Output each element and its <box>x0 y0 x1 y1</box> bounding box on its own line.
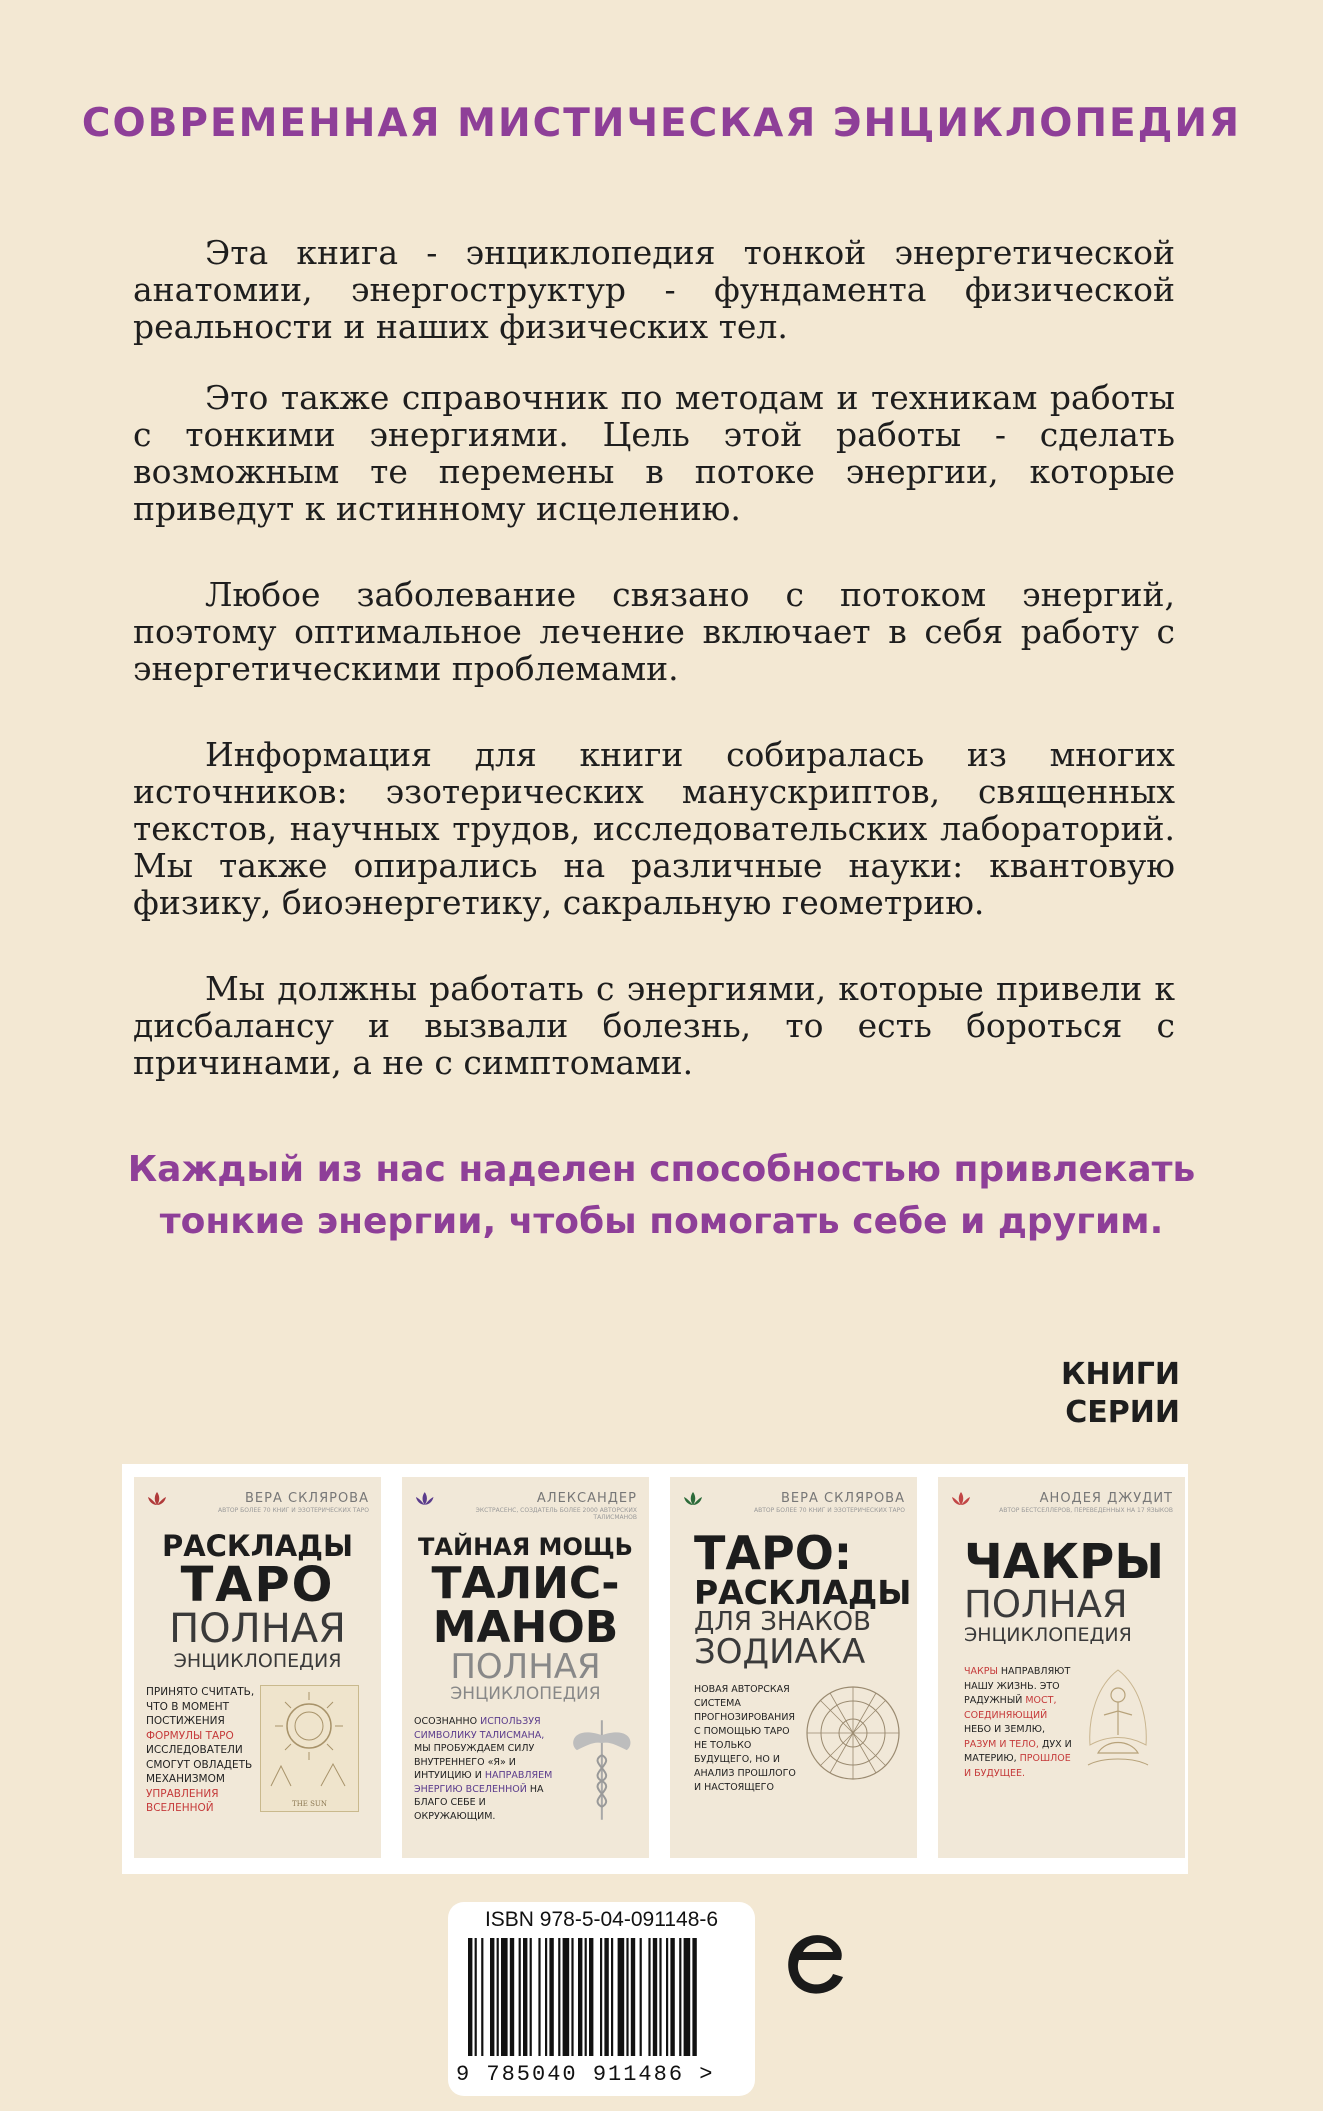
book-author-subtitle: АВТОР БОЛЕЕ 70 КНИГ И ЭЗОТЕРИЧЕСКИХ ТАРО <box>217 1507 369 1514</box>
book-title-line: ПОЛНАЯ <box>169 1606 346 1652</box>
barcode-bar <box>618 1938 625 2056</box>
book-author: ВЕРА СКЛЯРОВА <box>245 1491 369 1506</box>
lotus-icon <box>682 1491 704 1507</box>
barcode-bar <box>475 1938 477 2056</box>
caduceus-icon <box>567 1715 637 1825</box>
book-cover-tarot-zodiac[interactable] <box>670 1477 917 1858</box>
lotus-icon <box>414 1491 435 1507</box>
blurb-text: ДУХ И МАТЕРИЮ, <box>964 1738 1072 1764</box>
barcode-bar <box>648 1938 650 2056</box>
book-author-subtitle: АВТОР БОЛЕЕ 70 КНИГ И ЭЗОТЕРИЧЕСКИХ ТАРО <box>753 1507 905 1514</box>
blurb-highlight: ПРОШЛОЕ И БУДУЩЕЕ. <box>964 1753 1071 1779</box>
book-blurb <box>146 1685 256 1816</box>
barcode-bar <box>523 1938 527 2056</box>
description-block <box>133 234 1175 1081</box>
barcode-bar <box>631 1938 635 2056</box>
paragraph-5: Мы должны работать с энергиями, которые привели к дисбалансу и вызвали болезнь, то есть бороться с причинами, а не с симптомами. <box>133 969 1175 1082</box>
book-blurb <box>414 1715 563 1825</box>
blurb-highlight: РАЗУМ И ТЕЛО, <box>964 1738 1039 1750</box>
book-title-line: ЭНЦИКЛОПЕДИЯ <box>173 1650 342 1672</box>
book-title-line: ДЛЯ ЗНАКОВ <box>694 1607 871 1637</box>
barcode-bar <box>578 1938 582 2056</box>
barcode-bar <box>490 1938 494 2056</box>
paragraph-3: Любое заболевание связано с потоком энергий, поэтому оптимальное лечение включает в себя работу с энергетическими проблемами. <box>133 575 1175 688</box>
barcode-bar <box>549 1938 553 2056</box>
publisher-logo-icon <box>783 1930 847 1998</box>
book-cover-chakras[interactable] <box>938 1477 1185 1858</box>
barcode-bar <box>640 1938 642 2056</box>
quote-line-2: тонкие энергии, чтобы помогать себе и другим. <box>159 1201 1164 1242</box>
barcode-bar <box>563 1938 570 2056</box>
barcode-digits: 9 785040 911486 > <box>456 2062 715 2087</box>
book-cover-tarot-spreads[interactable] <box>134 1477 381 1858</box>
isbn-text: ISBN 978-5-04-091148-6 <box>484 1908 719 1931</box>
lotus-icon <box>950 1491 972 1507</box>
sun-icon <box>261 1686 358 1796</box>
barcode-bar <box>666 1938 668 2056</box>
barcode-bar <box>558 1938 560 2056</box>
blurb-text: НА БЛАГО СЕБЕ И ОКРУЖАЮЩИМ. <box>414 1783 544 1822</box>
blurb-highlight: ЧАКРЫ <box>964 1666 998 1677</box>
book-title-line: ТАРО: <box>694 1526 853 1580</box>
blurb-text: МЫ ПРОБУЖДАЕМ СИЛУ ВНУТРЕННЕГО «Я» И ИНТУИЦИЮ И <box>414 1743 535 1781</box>
barcode-bar <box>589 1938 593 2056</box>
book-cover-talismans[interactable] <box>402 1477 649 1858</box>
blurb-text: НАПРАВЛЯЮТ НАШУ ЖИЗНЬ. ЭТО РАДУЖНЫЙ <box>964 1666 1071 1706</box>
book-blurb: НОВАЯ АВТОРСКАЯ СИСТЕМА ПРОГНОЗИРОВАНИЯ С ПОМОЩЬЮ ТАРО НЕ ТОЛЬКО БУДУЩЕГО, НО И АНАЛИЗ ПРОШЛОГО И НАСТОЯЩЕГО <box>694 1684 796 1793</box>
barcode-bar <box>626 1938 628 2056</box>
book-blurb <box>964 1665 1074 1785</box>
barcode-bar <box>611 1938 613 2056</box>
barcode-bar <box>519 1938 521 2056</box>
book-author-subtitle: ЭКСТРАСЕНС, СОЗДАТЕЛЬ БОЛЕЕ 2000 АВТОРСКИХ ТАЛИСМАНОВ <box>475 1507 637 1521</box>
blurb-text: ПРИНЯТО СЧИТАТЬ, ЧТО В МОМЕНТ ПОСТИЖЕНИЯ <box>146 1686 255 1727</box>
book-author: ВЕРА СКЛЯРОВА <box>781 1491 905 1506</box>
book-title-line: ПОЛНАЯ <box>450 1647 601 1687</box>
book-title-line: ТАЙНАЯ МОЩЬ <box>418 1533 633 1561</box>
series-books-label-line-2: СЕРИИ <box>1065 1395 1180 1430</box>
quote-line-1: Каждый из нас наделен способностью привлекать <box>127 1149 1196 1190</box>
barcode-bar <box>692 1938 696 2056</box>
barcode-bar <box>600 1938 602 2056</box>
blurb-highlight: ФОРМУЛЫ ТАРО <box>146 1729 234 1742</box>
card-caption: THE SUN <box>292 1800 327 1808</box>
barcode-bar <box>468 1938 472 2056</box>
blurb-highlight: НАПРАВЛЯЕМ ЭНЕРГИЮ ВСЕЛЕННОЙ <box>414 1770 553 1795</box>
barcode-icon <box>460 1938 747 2058</box>
blurb-highlight: УПРАВЛЕНИЯ ВСЕЛЕННОЙ <box>146 1787 219 1814</box>
paragraph-1: Эта книга - энциклопедия тонкой энергетической анатомии, энергоструктур - фундамента физической реальности и наших физических тел. <box>133 233 1175 346</box>
barcode-bar <box>585 1938 587 2056</box>
barcode-bar <box>538 1938 540 2056</box>
series-books-label-line-1: КНИГИ <box>1061 1357 1180 1392</box>
book-title-line: ЧАКРЫ <box>964 1534 1165 1590</box>
blurb-text: ИССЛЕДОВАТЕЛИ СМОГУТ ОВЛАДЕТЬ МЕХАНИЗМОМ <box>146 1744 253 1785</box>
barcode-bar <box>545 1938 547 2056</box>
barcode-bar <box>604 1938 608 2056</box>
paragraph-2: Это также справочник по методам и техникам работы с тонкими энергиями. Цель этой работы - сделать возможным те перемены в потоке энергии, которые приведут к истинному исцелению. <box>133 378 1175 528</box>
blurb-text: НЕБО И ЗЕМЛЮ, <box>964 1724 1045 1735</box>
blurb-highlight: МОСТ, СОЕДИНЯЮЩИЙ <box>964 1695 1057 1721</box>
series-books-label <box>1020 1356 1180 1432</box>
series-title: СОВРЕМЕННАЯ МИСТИЧЕСКАЯ ЭНЦИКЛОПЕДИЯ <box>81 101 1242 146</box>
barcode-bar <box>571 1938 573 2056</box>
book-author-subtitle: АВТОР БЕСТСЕЛЛЕРОВ, ПЕРЕВЕДЕННЫХ НА 17 ЯЗЫКОВ <box>999 1507 1173 1514</box>
lotus-icon <box>146 1491 168 1507</box>
blurb-text: ОСОЗНАННО <box>414 1716 478 1727</box>
book-title-line: ЭНЦИКЛОПЕДИЯ <box>450 1684 601 1704</box>
book-title-line: ПОЛНАЯ <box>964 1583 1128 1626</box>
barcode-bar <box>679 1938 681 2056</box>
barcode-bar <box>510 1938 514 2056</box>
barcode-bar <box>659 1938 661 2056</box>
barcode-bar <box>670 1938 674 2056</box>
blurb-highlight: ИСПОЛЬЗУЯ СИМВОЛИКУ ТАЛИСМАНА, <box>414 1716 545 1741</box>
barcode-bar <box>481 1938 483 2056</box>
paragraph-4: Информация для книги собиралась из многих источников: эзотерических манускриптов, священных текстов, научных трудов, исследовательских лабораторий. Мы также опирались на различные науки: квантовую физику, биоэнергетику, сакральную геометрию. <box>133 735 1175 922</box>
series-books-strip <box>122 1464 1188 1874</box>
barcode-bar <box>684 1938 691 2056</box>
zodiac-wheel-icon <box>803 1683 903 1783</box>
barcode-bar <box>497 1938 499 2056</box>
barcode-bar <box>653 1938 657 2056</box>
meditating-figure-icon <box>1078 1665 1158 1785</box>
tarot-card-illustration <box>260 1685 359 1812</box>
barcode-bar <box>530 1938 532 2056</box>
isbn-barcode <box>448 1902 755 2096</box>
book-author: АНОДЕЯ ДЖУДИТ <box>1039 1491 1173 1506</box>
barcode-bar <box>501 1938 508 2056</box>
book-title-line: ЗОДИАКА <box>694 1632 866 1672</box>
book-title-line: МАНОВ <box>432 1602 619 1653</box>
book-title-line: РАСКЛАДЫ <box>161 1529 354 1563</box>
book-title-line: РАСКЛАДЫ <box>694 1573 912 1612</box>
highlight-quote <box>0 1144 1323 1248</box>
book-title-line: ТАЛИС- <box>431 1558 620 1609</box>
book-author: АЛЕКСАНДЕР <box>536 1491 637 1506</box>
book-title-line: ТАРО <box>180 1557 335 1613</box>
book-title-line: ЭНЦИКЛОПЕДИЯ <box>964 1624 1132 1646</box>
